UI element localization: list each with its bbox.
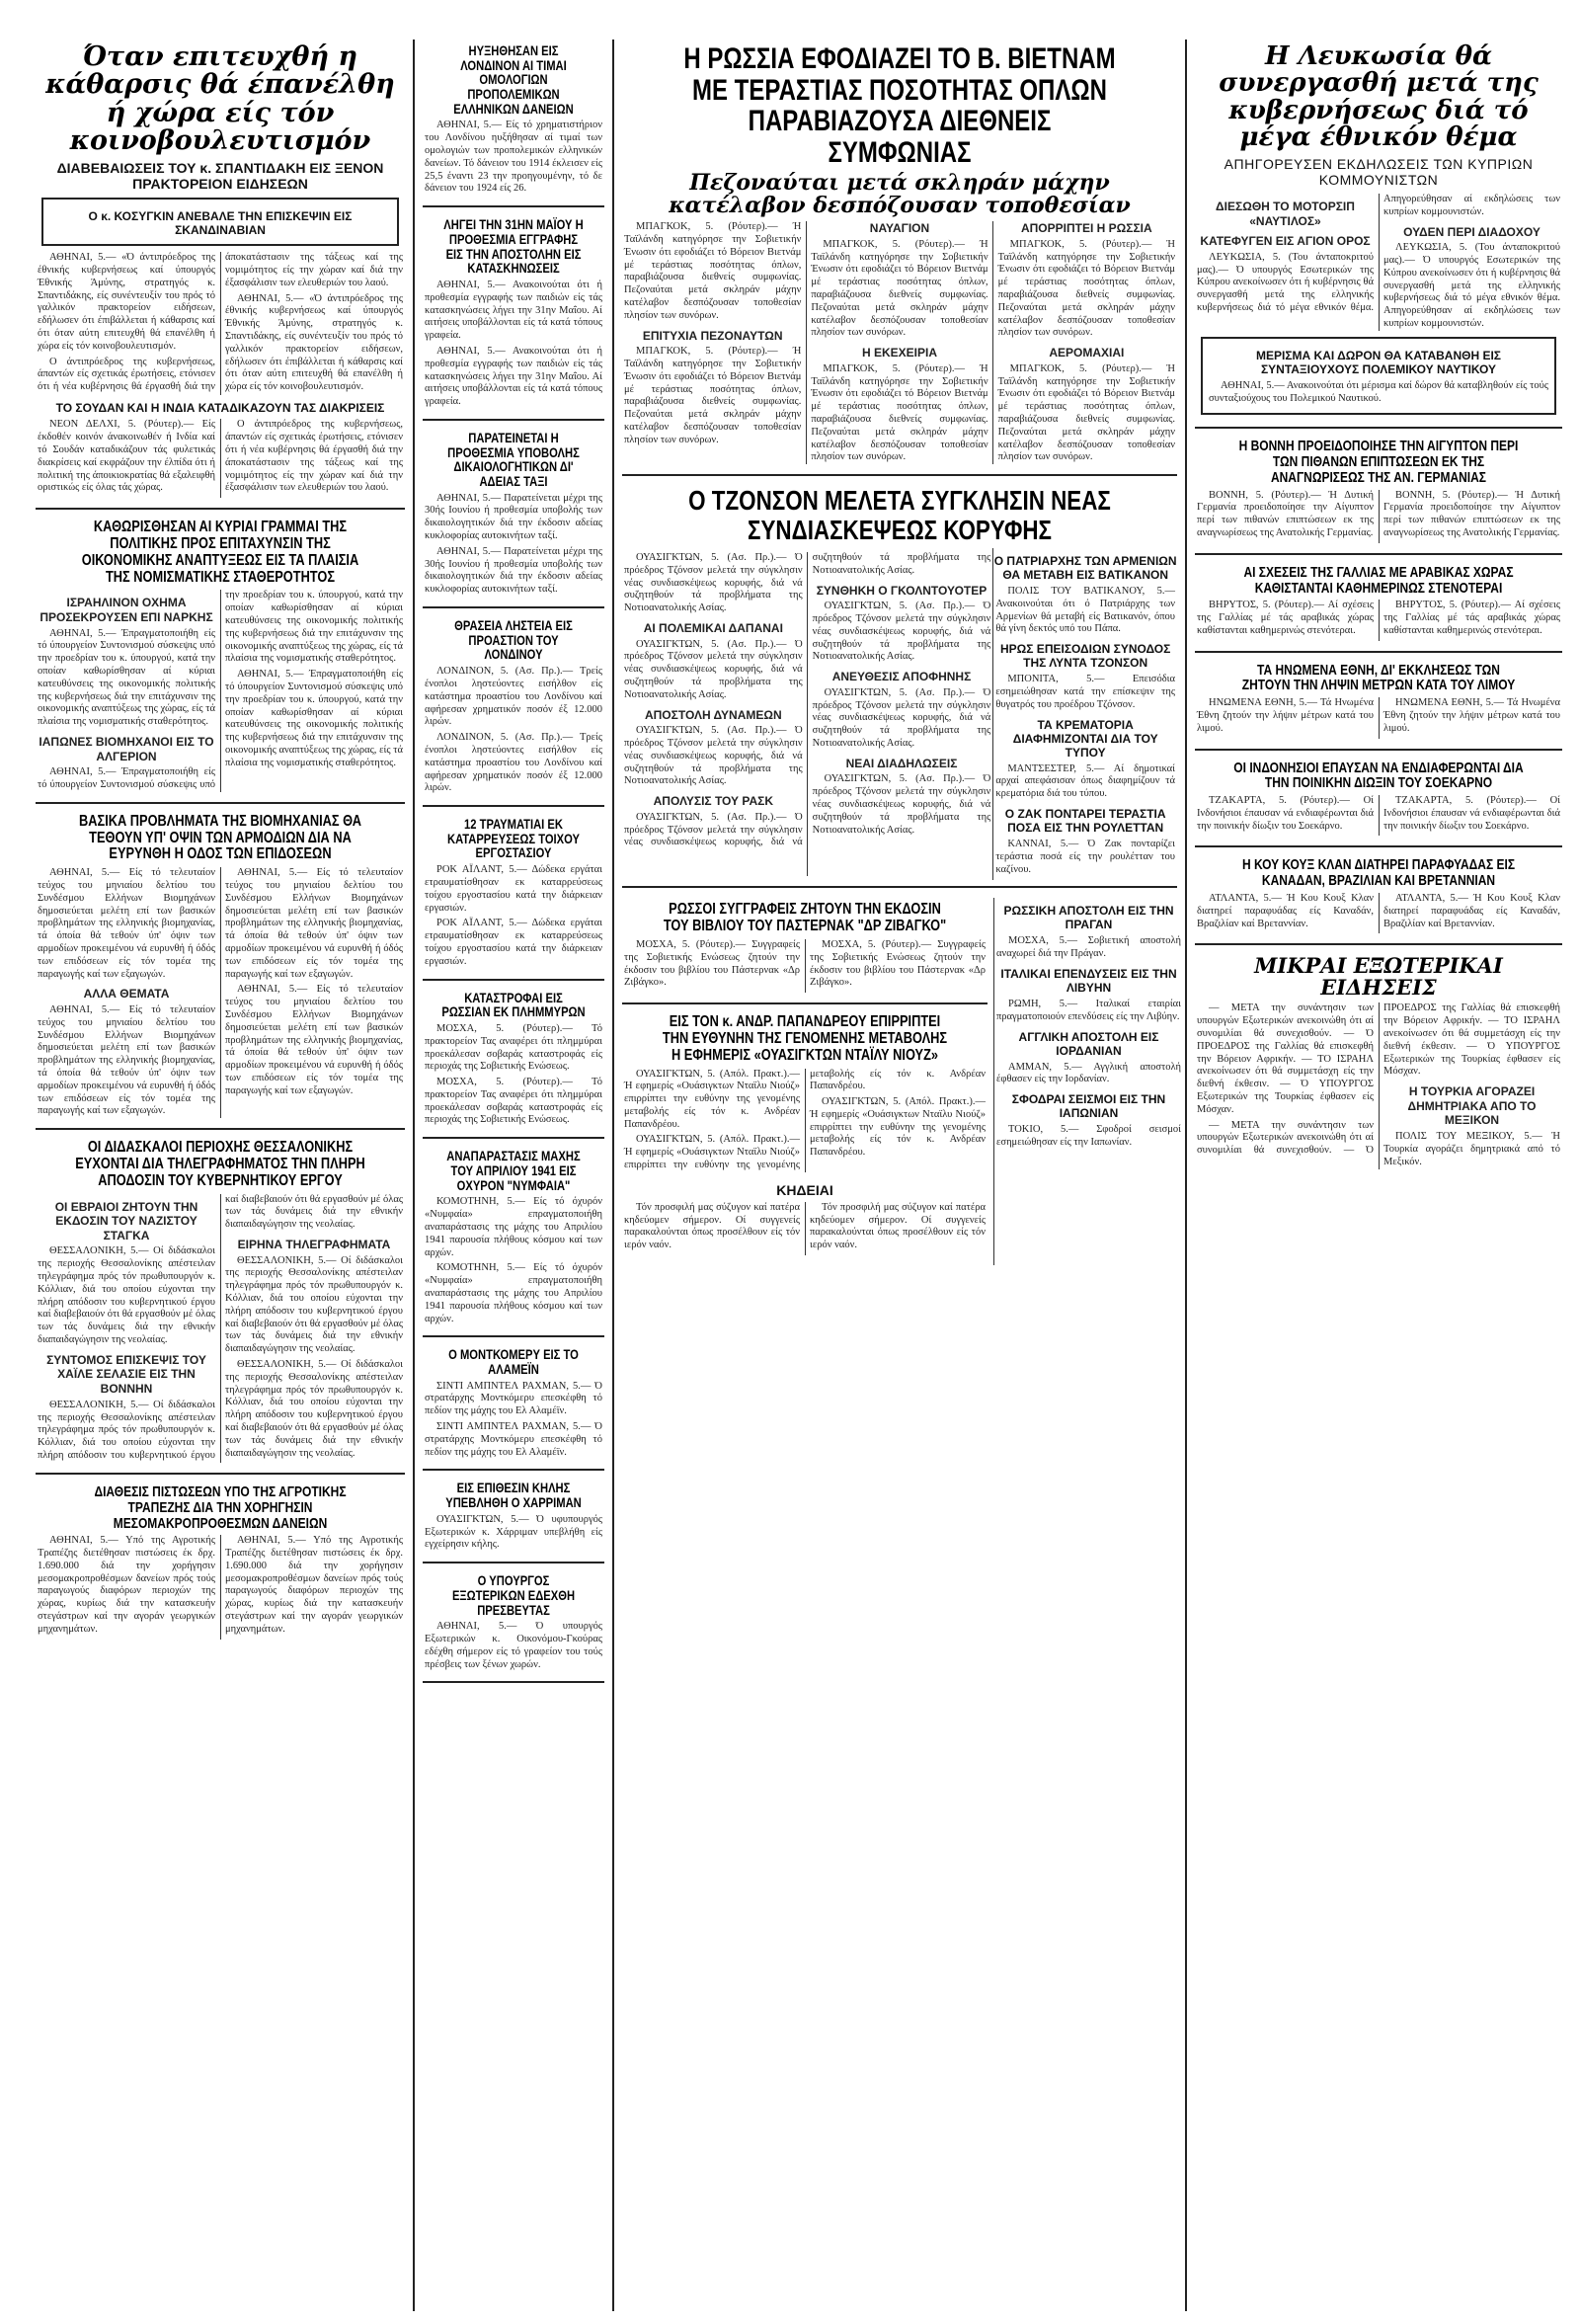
article-industry	[36, 814, 405, 1130]
paragraph: ΟΥΑΣΙΓΚΤΩΝ, 5. (Απόλ. Πρακτ.).— Ή εφημερίς «Ουάσιγκτων Νταϊλυ Νιούζ» επιρρίπτει την ευθύνην της γενομένης μεταβολής είς τόν κ. Ανδρέαν Παπανδρέου.	[810, 1096, 986, 1159]
paragraph: ΣΙΝΤΙ ΑΜΠΝΤΕΛ ΡΑΧΜΑΝ, 5.— Ό στρατάρχης Μοντκόμερυ επεσκέφθη τό πεδίον της μάχης του Ελ Αλαμέϊν.	[425, 1380, 602, 1417]
article-body	[38, 252, 403, 395]
article-injured	[423, 817, 604, 980]
headline: Η ΡΩΣΣΙΑ ΕΦΟΔΙΑΖΕΙ ΤΟ Β. ΒΙΕΤΝΑΜ ΜΕ ΤΕΡΑΣΤΙΑΣ ΠΟΣΟΤΗΤΑΣ ΟΠΛΩΝ ΠΑΡΑΒΙΑΖΟΥΣΑ ΔΙΕΘΝΕΙΣ ΣΥΜΦΩΝΙΑΣ	[683, 42, 1116, 169]
article-body	[1197, 697, 1560, 738]
article-body	[425, 1381, 602, 1460]
paragraph: ΘΕΣΣΑΛΟΝΙΚΗ, 5.— Οί διδάσκαλοι της περιοχής Θεσσαλονίκης απέστειλαν τηλεγράφημα πρός τόν πρωθυπουργόν κ. Κόλλιαν, διά του οποίου εύχονται την πλήρη απόδοσιν του κυβερνητικού έργου καί διαβεβαιούν ότι θά εργασθούν μέ όλας των τάς δυνάμεις διά την εθνικήν διαπαιδαγώγησιν της νεολαίας.	[38, 1245, 215, 1346]
article-body	[996, 1062, 1181, 1087]
paragraph: ΟΥΑΣΙΓΚΤΩΝ, 5.— Ό υφυπουργός Εξωτερικών κ. Χάρριμαν υπεβλήθη είς εγχείρησιν κήλης.	[425, 1513, 602, 1551]
headline: Ο ΥΠΟΥΡΓΟΣ ΕΞΩΤΕΡΙΚΩΝ ΕΔΕΧΘΗ ΠΡΕΣΒΕΥΤΑΣ	[451, 1572, 576, 1618]
article-body	[996, 935, 1181, 961]
paragraph: ΜΠΑΓΚΟΚ, 5. (Ρόυτερ).— Ή Ταϊλάνδη κατηγόρησε την Σοβιετικήν Ένωσιν ότι εφοδιάζει τό Βόρειον Βιετνάμ μέ τεράστιας ποσότητας όπλων, παραβιάζουσα διεθνείς συμφωνίας. Πεζοναύται μετά σκληράν μάχην κατέλαβον δεσπόζουσαν τοποθεσίαν πλησίον των συνόρων.	[997, 238, 1175, 339]
article-body	[995, 839, 1175, 876]
paragraph: ΜΟΣΧΑ, 5. (Ρόυτερ).— Συγγραφείς της Σοβιετικής Ενώσεως ζητούν την έκδοσιν του βιβλίου του Πάστερνακ «Δρ Ζιβάγκο».	[624, 938, 800, 989]
box-title: ΙΣΡΑΗΛΙΝΟΝ ΟΧΗΜΑ ΠΡΟΣΕΚΡΟΥΣΕΝ ΕΠΙ ΝΑΡΚΗΣ	[40, 596, 213, 625]
box-kosygin	[41, 198, 399, 246]
box-title: ΙΑΠΩΝΕΣ ΒΙΟΜΗΧΑΝΟΙ ΕΙΣ ΤΟ ΑΛΓΕΡΙΟΝ	[39, 735, 214, 763]
paragraph: ΟΥΑΣΙΓΚΤΩΝ, 5. (Ασ. Πρ.).— Ό πρόεδρος Τζόνσον μελετά την σύγκλησιν νέας συνδιασκέψεως κορυφής, διά νά συζητηθούν τά προβλήματα της Νοτιοανατολικής Ασίας.	[812, 601, 991, 663]
article-body	[624, 1202, 986, 1255]
subheadline: ΑΠΟΛΥΣΙΣ ΤΟΥ ΡΑΣΚ	[653, 794, 774, 809]
paragraph: ΚΟΜΟΤΗΝΗ, 5.— Είς τό όχυρόν «Νυμφαία» επραγματοποιήθη αναπαράστασις της μάχης του Απριλίου 1941 παρουσία πλήθους κόσμου καί των αρχών.	[425, 1262, 602, 1324]
article-body	[425, 1023, 602, 1127]
article-teachers	[36, 1140, 405, 1475]
article-body	[38, 590, 403, 791]
box-title: ΟΙ ΕΒΡΑΙΟΙ ΖΗΤΟΥΝ ΤΗΝ ΕΚΔΟΣΙΝ ΤΟΥ ΝΑΖΙΣΤΟΥ ΣΤΑΓΚΑ	[54, 1199, 198, 1242]
paragraph: ΜΟΣΧΑ, 5. (Ρόυτερ).— Συγγραφείς της Σοβιετικής Ενώσεως ζητούν την έκδοσιν του βιβλίου του Πάστερνακ «Δρ Ζιβάγκο».	[810, 938, 986, 989]
paragraph: ΜΟΣΧΑ, 5. (Ρόυτερ).— Τό πρακτορείον Τας αναφέρει ότι πλημμύραι προεκάλεσαν σοβαράς καταστροφάς είς περιοχάς της Σοβιετικής Ενώσεως.	[425, 1077, 602, 1126]
headline: ΜΕΡΙΣΜΑ ΚΑΙ ΔΩΡΟΝ ΘΑ ΚΑΤΑΒΑΝΘΗ ΕΙΣ ΣΥΝΤΑΞΙΟΥΧΟΥΣ ΠΟΛΕΜΙΚΟΥ ΝΑΥΤΙΚΟΥ	[1256, 348, 1501, 376]
lower-center-side	[993, 898, 1183, 1265]
paragraph: ΑΘΗΝΑΙ, 5.— Είς τό τελευταίον τεύχος του μηνιαίου δελτίου του Συνδέσμου Ελλήνων Βιομηχάνων δημοσιεύεται μελέτη επί των βασικών προβλημάτων της ελληνικής βιομηχανίας, τά όποία θά τεθούν ύπ' όψιν των αρμοδίων προκειμένου νά ευρυνθή ή όδός των επιδόσεων είς τόν τομέα της παραγωγής καί των εξαγωγών.	[38, 1004, 215, 1117]
paragraph: ΜΠΑΓΚΟΚ, 5. (Ρόυτερ).— Ή Ταϊλάνδη κατηγόρησε την Σοβιετικήν Ένωσιν ότι εφοδιάζει τό Βόρειον Βιετνάμ μέ τεράστιας ποσότητας όπλων, παραβιάζουσα διεθνείς συμφωνίας. Πεζοναύται μετά σκληράν μάχην κατέλαβον δεσπόζουσαν τοποθεσίαν πλησίον των συνόρων.	[624, 221, 802, 321]
article-body	[425, 120, 602, 196]
box-title: ΔΙΕΣΩΘΗ ΤΟ ΜΟΤΟΡΣΙΠ «ΝΑΥΤΙΛΟΣ»	[1216, 199, 1355, 228]
article-un-famine	[1195, 663, 1562, 751]
headline: Ο ΜΟΝΤΚΟΜΕΡΥ ΕΙΣ ΤΟ ΑΛΑΜΕΪΝ	[448, 1346, 579, 1377]
headline: ΑΙ ΣΧΕΣΕΙΣ ΤΗΣ ΓΑΛΛΙΑΣ ΜΕ ΑΡΑΒΙΚΑΣ ΧΩΡΑΣ ΚΑΘΙΣΤΑΝΤΑΙ ΚΑΘΗΜΕΡΙΝΩΣ ΣΤΕΝΟΤΕΡΑΙ	[1243, 563, 1514, 597]
paragraph: ΘΕΣΣΑΛΟΝΙΚΗ, 5.— Οί διδάσκαλοι της περιοχής Θεσσαλονίκης απέστειλαν τηλεγράφημα πρός τόν πρωθυπουργόν κ. Κόλλιαν, διά του οποίου εύχονται την πλήρη απόδοσιν του κυβερνητικού έργου καί διαβεβαιούν ότι θά εργασθούν μέ όλας των τάς δυνάμεις διά την εθνικήν διαπαιδαγώγησιν της νεολαίας.	[38, 1193, 403, 1461]
paragraph: ΟΥΑΣΙΓΚΤΩΝ, 5. (Ασ. Πρ.).— Ό πρόεδρος Τζόνσον μελετά την σύγκλησιν νέας συνδιασκέψεως κορυφής, διά νά συζητηθούν τά προβλήματα της Νοτιοανατολικής Ασίας.	[812, 686, 991, 749]
article-body	[1197, 600, 1560, 640]
headline: ΚΑΘΩΡΙΣΘΗΣΑΝ ΑΙ ΚΥΡΙΑΙ ΓΡΑΜΜΑΙ ΤΗΣ ΠΟΛΙΤΙΚΗΣ ΠΡΟΣ ΕΠΙΤΑΧΥΝΣΙΝ ΤΗΣ ΟΙΚΟΝΟΜΙΚΗΣ ΑΝΑΠΤΥΞΕΩΣ ΕΙΣ ΤΑ ΠΛΑΙΣΙΑ ΤΗΣ ΝΟΜΙΣΜΑΤΙΚΗΣ ΣΤΑΘΕΡΟΤΗΤΟΣ	[81, 519, 359, 586]
article-body	[38, 1535, 403, 1639]
article-body	[38, 1194, 403, 1463]
paragraph: ΜΠΑΓΚΟΚ, 5. (Ρόυτερ).— Ή Ταϊλάνδη κατηγόρησε την Σοβιετικήν Ένωσιν ότι εφοδιάζει τό Βόρειον Βιετνάμ μέ τεράστιας ποσότητας όπλων, παραβιάζουσα διεθνείς συμφωνίας. Πεζοναύται μετά σκληράν μάχην κατέλαβον δεσπόζουσαν τοποθεσίαν πλησίον των συνόρων.	[811, 362, 988, 463]
headline: ΜΙΚΡΑΙ ΕΞΩΤΕΡΙΚΑΙ ΕΙΔΗΣΕΙΣ	[1254, 953, 1503, 1001]
subheadline: ΝΕΑΙ ΔΙΑΔΗΛΩΣΕΙΣ	[845, 756, 958, 770]
headline: ΤΑ ΗΝΩΜΕΝΑ ΕΘΝΗ, ΔΙ' ΕΚΚΛΗΣΕΩΣ ΤΩΝ ΖΗΤΟΥΝ ΤΗΝ ΛΗΨΙΝ ΜΕΤΡΩΝ ΚΑΤΑ ΤΟΥ ΛΙΜΟΥ	[1241, 661, 1516, 694]
paragraph: ΜΠΟΝΙΤΑ, 5.— Επεισόδια εσημειώθησαν κατά την επίσκεψιν της θυγατρός του προέδρου Τζόνσον.	[995, 674, 1175, 710]
subheadline: ΑΝΕΥΘΕΣΙΣ ΑΠΟΦΗΝΗΣ	[831, 670, 972, 684]
paragraph: ΠΟΛΙΣ ΤΟΥ ΒΑΤΙΚΑΝΟΥ, 5.— Ανακοινούται ότι ό Πατριάρχης των Αρμενίων θά μεταβή είς Βατικανόν, όπου θά γίνη δεκτός υπό του Πάπα.	[995, 585, 1175, 635]
column-rule	[413, 40, 415, 2311]
article-funerals	[622, 1182, 988, 1255]
box-title: Ο κ. ΚΟΣΥΓΚΙΝ ΑΝΕΒΑΛΕ ΤΗΝ ΕΠΙΣΚΕΨΙΝ ΕΙΣ ΣΚΑΝΔΙΝΑΒΙΑΝ	[88, 209, 353, 238]
article-robbery	[423, 618, 604, 807]
headline: ΚΑΤΑΣΤΡΟΦΑΙ ΕΙΣ ΡΩΣΣΙΑΝ ΕΚ ΠΛΗΜΜΥΡΩΝ	[441, 989, 586, 1020]
paragraph: ΘΕΣΣΑΛΟΝΙΚΗ, 5.— Οί διδάσκαλοι της περιοχής Θεσσαλονίκης απέστειλαν τηλεγράφημα πρός τόν πρωθυπουργόν κ. Κόλλιαν, διά του οποίου εύχονται την πλήρη απόδοσιν του κυβερνητικού έργου καί διαβεβαιούν ότι θά εργασθούν μέ όλας των τάς δυνάμεις διά την εθνικήν διαπαιδαγώγησιν της νεολαίας.	[225, 1254, 403, 1355]
headline: ΣΦΟΔΡΑΙ ΣΕΙΣΜΟΙ ΕΙΣ ΤΗΝ ΙΑΠΩΝΙΑΝ	[1011, 1092, 1166, 1121]
headline: ΕΙΣ ΕΠΙΘΕΣΙΝ ΚΗΛΗΣ ΥΠΕΒΛΗΘΗ Ο ΧΑΡΡΙΜΑΝ	[445, 1480, 582, 1511]
headline: ΛΗΓΕΙ ΤΗΝ 31ΗΝ ΜΑΪΟΥ Η ΠΡΟΘΕΣΜΙΑ ΕΓΓΡΑΦΗΣ ΕΙΣ ΤΗΝ ΑΠΟΣΤΟΛΗΝ ΕΙΣ ΚΑΤΑΣΚΗΝΩΣΕΙΣ	[443, 216, 584, 277]
paragraph: ΒΟΝΝΗ, 5. (Ρόυτερ).— Ή Δυτική Γερμανία προειδοποίησε την Αίγυπτον περί των πιθανών επιπτώσεων εκ της αναγνωρίσεως της Ανατολικής Γερμανίας.	[1383, 489, 1560, 538]
article-body	[425, 1196, 602, 1325]
summit-layout	[622, 548, 1177, 880]
paragraph: ΗΝΩΜΕΝΑ ΕΘΝΗ, 5.— Τά Ηνωμένα Έθνη ζητούν την λήψιν μέτρων κατά του λιμού.	[1383, 697, 1560, 734]
paragraph: ΑΘΗΝΑΙ, 5.— Παρατείνεται μέχρι της 30ής Ιουνίου ή προθεσμία υποβολής των δικαιολογητικών διά την έκδοσιν αδείας κυκλοφορίας αυτοκινήτων ταξί.	[425, 545, 602, 596]
article-floods	[423, 991, 604, 1140]
paragraph: ΛΟΝΔΙΝΟΝ, 5. (Ασ. Πρ.).— Τρείς ένοπλοι ληστεύοντες εισήλθον είς κατάστημα προαστίου του Λονδίνου καί αφήρεσαν χρηματικόν ποσόν έξ 12.000 λιρών.	[425, 666, 602, 728]
article-agricultural-bank	[36, 1484, 405, 1640]
paragraph: ΜΟΣΧΑ, 5. (Ρόυτερ).— Τό πρακτορείον Τας αναφέρει ότι πλημμύραι προεκάλεσαν σοβαράς καταστροφάς είς περιοχάς της Σοβιετικής Ενώσεως.	[425, 1022, 602, 1073]
paragraph: ΡΟΚ ΑΪΛΑΝΤ, 5.— Δώδεκα εργάται ετραυματίσθησαν εκ καταρρεύσεως τοίχου εργοστασίου κατά την διάρκειαν εργασιών.	[425, 864, 602, 914]
article-body	[425, 1621, 602, 1671]
headline: ΚΗΔΕΙΑΙ	[776, 1181, 833, 1198]
article-camps	[423, 217, 604, 421]
paragraph: ΑΘΗΝΑΙ, 5.— «Ό άντιπρόεδρος της έθνικής κυβερνήσεως καί ύπουργός Έθνικής Άμύνης, στρατηγός κ. Σπαντιδάκης, είς συνέντευξίν του πρός τό γαλλικόν πρακτορείον ειδήσεων, εδήλωσεν ότι έπιβάλλεται ή κάθαρσις καί ότι όταν αύτη επιτευχθή θά επανέλθη ή χώρα είς τόν κοινοβουλευτισμόν.	[38, 252, 215, 352]
paragraph: ΑΘΗΝΑΙ, 5.— Υπό της Αγροτικής Τραπέζης διετέθησαν πιστώσεις έκ δρχ. 1.690.000 διά την χορήγησιν μεσομακροπροθέσμων δανείων πρός τούς παραγωγούς διαφόρων περιοχών της χώρας, κυρίως διά την κατασκευήν στεγάστρων καί την αγοράν γεωργικών μηχανημάτων.	[225, 1535, 403, 1635]
article-body	[425, 280, 602, 409]
headline: ΑΝΑΠΑΡΑΣΤΑΣΙΣ ΜΑΧΗΣ ΤΟΥ ΑΠΡΙΛΙΟΥ 1941 ΕΙΣ ΟΧΥΡΟΝ "ΝΥΜΦΑΙΑ"	[446, 1148, 581, 1193]
subheadline: ΕΙΡΗΝΑ ΤΗΛΕΓΡΑΦΗΜΑΤΑ	[237, 1238, 391, 1251]
lower-center-main	[616, 898, 993, 1265]
article-taxi	[423, 431, 604, 608]
headline: Η Λευκωσία θά συνεργασθή μετά της κυβερνήσεως διά τό μέγα έθνικόν θέμα	[1219, 41, 1539, 152]
deck: Πεζοναύται μετά σκληράν μάχην κατέλαβον δεσπόζουσαν τοποθεσίαν	[669, 170, 1131, 219]
article-body	[996, 999, 1181, 1024]
paragraph: ΜΑΝΤΣΕΣΤΕΡ, 5.— Αί δημοτικαί αρχαί απεφάσισαν όπως διαφημίζουν τά κρεματόρια διά του τύπου.	[995, 762, 1175, 800]
headline: ΟΙ ΙΝΔΟΝΗΣΙΟΙ ΕΠΑΥΣΑΝ ΝΑ ΕΝΔΙΑΦΕΡΩΝΤΑΙ ΔΙΑ ΤΗΝ ΠΟΙΝΙΚΗΝ ΔΙΩΞΙΝ ΤΟΥ ΣΟΕΚΑΡΝΟ	[1233, 759, 1524, 792]
paragraph: ΛΕΥΚΩΣΙΑ, 5. (Του άνταποκριτού μας).— Ό υπουργός Εσωτερικών της Κύπρου ανεκοίνωσεν ότι ή κυβέρνησις θά συνεργασθή μετά της ελληνικής κυβερνήσεως διά τό μέγα εθνικόν θέμα. Απηγορεύθησαν αί εκδηλώσεις των κυπρίων κομμουνιστών.	[1197, 193, 1560, 314]
headline: Η ΤΟΥΡΚΙΑ ΑΓΟΡΑΖΕΙ ΔΗΜΗΤΡΙΑΚΑ ΑΠΟ ΤΟ ΜΕΞΙΚΟΝ	[1407, 1084, 1537, 1128]
article-body	[1197, 893, 1560, 933]
article-harriman	[423, 1481, 604, 1563]
headline: Η ΚΟΥ ΚΟΥΞ ΚΛΑΝ ΔΙΑΤΗΡΕΙ ΠΑΡΑΦΥΑΔΑΣ ΕΙΣ ΚΑΝΑΔΑΝ, ΒΡΑΖΙΛΙΑΝ ΚΑΙ ΒΡΕΤΑΝΝΙΑΝ	[1241, 856, 1516, 890]
paragraph: ΟΥΑΣΙΓΚΤΩΝ, 5. (Ασ. Πρ.).— Ό πρόεδρος Τζόνσον μελετά την σύγκλησιν νέας συνδιασκέψεως κορυφής, διά νά συζητηθούν τά προβλήματα της Νοτιοανατολικής Ασίας.	[812, 773, 991, 836]
article-economic-policy	[36, 520, 405, 804]
paragraph: ΜΠΑΓΚΟΚ, 5. (Ρόυτερ).— Ή Ταϊλάνδη κατηγόρησε την Σοβιετικήν Ένωσιν ότι εφοδιάζει τό Βόρειον Βιετνάμ μέ τεράστιας ποσότητας όπλων, παραβιάζουσα διεθνείς συμφωνίας. Πεζοναύται μετά σκληράν μάχην κατέλαβον δεσπόζουσαν τοποθεσίαν πλησίον των συνόρων.	[811, 238, 988, 339]
article-body	[425, 666, 602, 795]
paragraph: ΒΗΡΥΤΟΣ, 5. (Ρόυτερ).— Αί σχέσεις της Γαλλίας μέ τάς αραβικάς χώρας καθίστανται καθημερινώς στενότεραι.	[1383, 600, 1560, 636]
headline: ΗΡΩΣ ΕΠΕΙΣΟΔΙΩΝ ΣΥΝΟΔΟΣ ΤΗΣ ΛΥΝΤΑ ΤΖΟΝΣΟΝ	[999, 642, 1171, 671]
column-left	[30, 40, 411, 2311]
headline: ΑΓΓΛΙΚΗ ΑΠΟΣΤΟΛΗ ΕΙΣ ΙΟΡΔΑΝΙΑΝ	[1018, 1029, 1159, 1058]
headline: ΒΑΣΙΚΑ ΠΡΟΒΛΗΜΑΤΑ ΤΗΣ ΒΙΟΜΗΧΑΝΙΑΣ ΘΑ ΤΕΘΟΥΝ ΥΠ' ΟΨΙΝ ΤΩΝ ΑΡΜΟΔΙΩΝ ΔΙΑ ΝΑ ΕΥΡΥΝΘΗ Η ΟΔΟΣ ΤΩΝ ΕΠΙΔΟΣΕΩΝ	[79, 812, 361, 863]
paragraph: ΑΘΗΝΑΙ, 5.— Είς τό τελευταίον τεύχος του μηνιαίου δελτίου του Συνδέσμου Ελλήνων Βιομηχάνων δημοσιεύεται μελέτη επί των βασικών προβλημάτων της ελληνικής βιομηχανίας, τά όποία θά τεθούν ύπ' όψιν των αρμοδίων προκειμένου νά ευρυνθή ή όδός των επιδόσεων είς τόν τομέα της παραγωγής καί των εξαγωγών.	[225, 984, 403, 1096]
box-title: ΣΥΝΤΟΜΟΣ ΕΠΙΣΚΕΨΙΣ ΤΟΥ ΧΑΪΛΕ ΣΕΛΑΣΙΕ ΕΙΣ ΤΗΝ ΒΟΝΝΗΝ	[46, 1352, 206, 1397]
paragraph: ΚΑΝΝΑΙ, 5.— Ό Ζακ πονταρίζει τεράστια ποσά είς την ρουλέτταν του καζίνου.	[995, 838, 1175, 875]
paragraph: — ΜΕΤΑ την συνάντησιν των υπουργών Εξωτερικών ανεκοινώθη ότι αί συνομιλίαι θά συνεχισθούν. — Ό ΠΡΟΕΔΡΟΣ της Γαλλίας θά επισκεφθή την Βόρειον Αφρικήν. — ΤΟ ΙΣΡΑΗΛ ανεκοίνωσεν ότι θά συμμετάσχη είς την διεθνή έκθεσιν. — Ό ΥΠΟΥΡΓΟΣ Εξωτερικών της Τουρκίας έφθασεν είς Μόσχαν.	[1197, 1002, 1560, 1157]
paragraph: ΑΘΗΝΑΙ, 5.— Ανακοινούται ότι ή προθεσμία εγγραφής των παιδιών είς τάς κατασκηνώσεις λήγει την 31ην Μαΐου. Αί αιτήσεις υποβάλλονται είς τά κατά τόπους γραφεία.	[425, 345, 602, 408]
column-rule	[612, 40, 614, 2311]
article-indonesia	[1195, 761, 1562, 848]
article-body	[425, 493, 602, 597]
paragraph: ΑΘΗΝΑΙ, 5.— Έπραγματοποιήθη είς τό ύπουργείον Συντονισμού σύσκεψις υπό την προεδρίαν του κ. ύπουργού, κατά την οποίαν καθωρίσθησαν αί κύριαι κατευθύνσεις της οικονομικής πολιτικής της κυβερνήσεως διά την επιτάχυνσιν της οικονομικής αναπτύξεως της χώρας, είς τά πλαίσια της νομισματικής σταθερότητος.	[225, 669, 403, 768]
paragraph: ΤΖΑΚΑΡΤΑ, 5. (Ρόυτερ).— Οί Ινδονήσιοι έπαυσαν νά ενδιαφέρωνται διά την ποινικήν δίωξιν του Σοεκάρνο.	[1383, 795, 1560, 832]
article-body	[1197, 795, 1560, 836]
article-pasternak	[622, 902, 988, 1004]
article-body	[1197, 1002, 1560, 1168]
paragraph: ΑΘΗΝΑΙ, 5.— Παρατείνεται μέχρι της 30ής Ιουνίου ή προθεσμία υποβολής των δικαιολογητικών διά την έκδοσιν αδείας κυκλοφορίας αυτοκινήτων ταξί.	[425, 492, 602, 542]
paragraph: ΟΥΑΣΙΓΚΤΩΝ, 5. (Απόλ. Πρακτ.).— Ή εφημερίς «Ουάσιγκτων Νταϊλυ Νιούζ» επιρρίπτει την ευθύνην της γενομένης μεταβολής είς τόν κ. Ανδρέαν Παπανδρέου.	[624, 1068, 986, 1171]
column-center	[616, 40, 1183, 2311]
paragraph: ΒΟΝΝΗ, 5. (Ρόυτερ).— Ή Δυτική Γερμανία προειδοποίησε την Αίγυπτον περί των πιθανών επιπτώσεων εκ της αναγνωρίσεως της Ανατολικής Γερμανίας.	[1197, 489, 1374, 538]
paragraph: ΟΥΑΣΙΓΚΤΩΝ, 5. (Ασ. Πρ.).— Ό πρόεδρος Τζόνσον μελετά την σύγκλησιν νέας συνδιασκέψεως κορυφής, διά νά συζητηθούν τά προβλήματα της Νοτιοανατολικής Ασίας.	[624, 551, 991, 848]
column-rule	[1185, 40, 1187, 2311]
paragraph: ΘΕΣΣΑΛΟΝΙΚΗ, 5.— Οί διδάσκαλοι της περιοχής Θεσσαλονίκης απέστειλαν τηλεγράφημα πρός τόν πρωθυπουργόν κ. Κόλλιαν, διά του οποίου εύχονται την πλήρη απόδοσιν του κυβερνητικού έργου καί διαβεβαιούν ότι θά εργασθούν μέ όλας των τάς δυνάμεις διά την εθνικήν διαπαιδαγώγησιν της νεολαίας.	[225, 1359, 403, 1459]
subheadline: ΕΠΙΤΥΧΙΑ ΠΕΖΟΝΑΥΤΩΝ	[642, 328, 783, 343]
article-foreign-minister	[423, 1573, 604, 1683]
headline: ΤΑ ΚΡΕΜΑΤΟΡΙΑ ΔΙΑΦΗΜΙΖΟΝΤΑΙ ΔΙΑ ΤΟΥ ΤΥΠΟΥ	[1012, 717, 1158, 760]
lower-center	[616, 898, 1183, 1265]
article-parliamentarism	[36, 43, 405, 510]
headline: ΔΙΑΘΕΣΙΣ ΠΙΣΤΩΣΕΩΝ ΥΠΟ ΤΗΣ ΑΓΡΟΤΙΚΗΣ ΤΡΑΠΕΖΗΣ ΔΙΑ ΤΗΝ ΧΟΡΗΓΗΣΙΝ ΜΕΣΟΜΑΚΡΟΠΡΟΘΕΣΜΩΝ ΔΑΝΕΙΩΝ	[94, 1483, 347, 1532]
article-battle	[423, 1149, 604, 1337]
paragraph: — ΜΕΤΑ την συνάντησιν των υπουργών Εξωτερικών ανεκοινώθη ότι αί συνομιλίαι θά συνεχισθούν. — Ό ΠΡΟΕΔΡΟΣ της Γαλλίας θά επισκεφθή την Βόρειον Αφρικήν. — ΤΟ ΙΣΡΑΗΛ ανεκοίνωσεν ότι θά συμμετάσχη είς την διεθνή έκθεσιν. — Ό ΥΠΟΥΡΓΟΣ Εξωτερικών της Τουρκίας έφθασεν είς Μόσχαν.	[1197, 1002, 1374, 1115]
article-body	[624, 939, 986, 993]
article-bonds	[423, 43, 604, 207]
paragraph: ΑΘΗΝΑΙ, 5.— «Ό άντιπρόεδρος της έθνικής κυβερνήσεως καί ύπουργός Έθνικής Άμύνης, στρατηγός κ. Σπαντιδάκης, είς συνέντευξίν του πρός τό γαλλικόν πρακτορείον ειδήσεων, εδήλωσεν ότι έπιβάλλεται ή κάθαρσις καί ότι όταν αύτη επιτευχθή θά επανέλθη ή χώρα είς τόν κοινοβουλευτισμόν.	[225, 292, 403, 393]
headline: Ο ΠΑΤΡΙΑΡΧΗΣ ΤΩΝ ΑΡΜΕΝΙΩΝ ΘΑ ΜΕΤΑΒΗ ΕΙΣ ΒΑΤΙΚΑΝΟΝ	[993, 553, 1177, 582]
paragraph: ΤΖΑΚΑΡΤΑ, 5. (Ρόυτερ).— Οί Ινδονήσιοι έπαυσαν νά ενδιαφέρωνται διά την ποινικήν δίωξιν του Σοεκάρνο.	[1197, 795, 1374, 832]
paragraph: ΗΝΩΜΕΝΑ ΕΘΝΗ, 5.— Τά Ηνωμένα Έθνη ζητούν την λήψιν μέτρων κατά του λιμού.	[1197, 697, 1374, 734]
paragraph: ΑΘΗΝΑΙ, 5.— Είς τό χρηματιστήριον του Λονδίνου ηυξήθησαν αί τιμαί των ομολογιών των προπολεμικών ελληνικών δανείων. Τό δάνειον του 1914 έκλεισεν είς 25,5 έναντι 23 την προηγουμένην, τό δε δάνειον του 1924 είς 26.	[425, 120, 602, 195]
paragraph: ΒΗΡΥΤΟΣ, 5. (Ρόυτερ).— Αί σχέσεις της Γαλλίας μέ τάς αραβικάς χώρας καθίστανται καθημερινώς στενότεραι.	[1197, 600, 1374, 636]
paragraph: Ο άντιπρόεδρος της κυβερνήσεως, άπαντών είς σχετικάς έρωτήσεις, ετόνισεν ότι ή νέα κυβέρνησις θά έργασθή διά την άποκατάστασιν της τάξεως καί της νομιμότητος είς την χώραν καί διά την έξασφάλισιν των ελευθεριών του λαού.	[225, 419, 403, 494]
subheadline: Η ΕΚΕΧΕΙΡΙΑ	[861, 346, 937, 361]
side-column	[992, 548, 1177, 880]
box-title: ΟΥΔΕΝ ΠΕΡΙ ΔΙΑΔΟΧΟΥ	[1403, 224, 1540, 239]
article-johnson-summit	[622, 486, 1177, 888]
article-body	[996, 1124, 1181, 1150]
subheadline: ΑΙ ΠΟΛΕΜΙΚΑΙ ΔΑΠΑΝΑΙ	[643, 620, 783, 635]
paragraph: ΠΟΛΙΣ ΤΟΥ ΜΕΞΙΚΟΥ, 5.— Ή Τουρκία αγοράζει δημητριακά από τό Μεξικόν.	[1383, 1131, 1560, 1167]
column-right	[1189, 40, 1568, 2311]
subheadline: ΑΠΟΡΡΙΠΤΕΙ Η ΡΩΣΣΙΑ	[1020, 221, 1152, 236]
subheadline: ΑΛΛΑ ΘΕΜΑΤΑ	[83, 987, 170, 1002]
paragraph: ΟΥΑΣΙΓΚΤΩΝ, 5. (Ασ. Πρ.).— Ό πρόεδρος Τζόνσον μελετά την σύγκλησιν νέας συνδιασκέψεως κορυφής, διά νά συζητηθούν τά προβλήματα της Νοτιοανατολικής Ασίας.	[624, 725, 803, 787]
headline: ΡΩΣΣΙΚΗ ΑΠΟΣΤΟΛΗ ΕΙΣ ΤΗΝ ΠΡΑΓΑΝ	[1003, 904, 1174, 932]
paragraph: ΛΕΥΚΩΣΙΑ, 5. (Του άνταποκριτού μας).— Ό υπουργός Εσωτερικών της Κύπρου ανεκοίνωσεν ότι ή κυβέρνησις θά συνεργασθή μετά της ελληνικής κυβερνήσεως διά τό μέγα εθνικόν θέμα. Απηγορεύθησαν αί εκδηλώσεις των κυπρίων κομμουνιστών.	[1383, 242, 1560, 329]
box-title: ΤΟ ΣΟΥΔΑΝ ΚΑΙ Η ΙΝΔΙΑ ΚΑΤΑΔΙΚΑΖΟΥΝ ΤΑΣ ΔΙΑΚΡΙΣΕΙΣ	[55, 401, 385, 416]
article-vietnam	[622, 43, 1177, 476]
headline: ΠΑΡΑΤΕΙΝΕΤΑΙ Η ΠΡΟΘΕΣΜΙΑ ΥΠΟΒΟΛΗΣ ΔΙΚΑΙΟΛΟΓΗΤΙΚΩΝ ΔΙ' ΑΔΕΙΑΣ ΤΑΞΙ	[447, 429, 580, 489]
paragraph: ΡΟΚ ΑΪΛΑΝΤ, 5.— Δώδεκα εργάται ετραυματίσθησαν εκ καταρρεύσεως τοίχου εργοστασίου κατά την διάρκειαν εργασιών.	[425, 918, 602, 967]
article-kkk	[1195, 857, 1562, 945]
article-body	[624, 552, 990, 876]
article-body	[38, 419, 403, 498]
headline: Όταν επιτευχθή η κάθαρσις θά έπανέλθη ή χώρα είς τόν κοινοβουλευτισμόν	[45, 41, 395, 157]
paragraph: ΟΥΑΣΙΓΚΤΩΝ, 5. (Απόλ. Πρακτ.).— Ή εφημερίς «Ουάσιγκτων Νταϊλυ Νιούζ» επιρρίπτει την ευθύνην της γενομένης μεταβολής είς τόν κ. Ανδρέαν Παπανδρέου.	[624, 1068, 800, 1130]
article-body	[624, 1069, 986, 1172]
paragraph: ΑΘΗΝΑΙ, 5.— Έπραγματοποιήθη είς τό ύπουργείον Συντονισμού σύσκεψις υπό την προεδρίαν του κ. ύπουργού, κατά την οποίαν καθωρίσθησαν αί κύριαι κατευθύνσεις της οικονομικής πολιτικής της κυβερνήσεως διά την επιτάχυνσιν της οικονομικής αναπτύξεως της χώρας, είς τά πλαίσια της νομισματικής σταθερότητος.	[38, 627, 215, 728]
headline: ΘΡΑΣΕΙΑ ΛΗΣΤΕΙΑ ΕΙΣ ΠΡΟΑΣΤΙΟΝ ΤΟΥ ΛΟΝΔΙΝΟΥ	[454, 617, 573, 663]
paragraph: ΑΘΗΝΑΙ, 5.— Είς τό τελευταίον τεύχος του μηνιαίου δελτίου του Συνδέσμου Ελλήνων Βιομηχάνων δημοσιεύεται μελέτη επί των βασικών προβλημάτων της ελληνικής βιομηχανίας, τά όποία θά τεθούν ύπ' όψιν των αρμοδίων προκειμένου νά ευρυνθή ή όδός των επιδόσεων είς τόν τομέα της παραγωγής καί των εξαγωγών.	[38, 867, 215, 980]
headline: 12 ΤΡΑΥΜΑΤΙΑΙ ΕΚ ΚΑΤΑΡΡΕΥΣΕΩΣ ΤΟΙΧΟΥ ΕΡΓΟΣΤΑΣΙΟΥ	[446, 816, 581, 861]
article-body	[1197, 194, 1560, 331]
subheadline: ΑΠΗΓΟΡΕΥΣΕΝ ΕΚΔΗΛΩΣΕΙΣ ΤΩΝ ΚΥΠΡΙΩΝ ΚΟΜΜΟΥΝΙΣΤΩΝ	[1224, 156, 1534, 188]
headline: ΙΤΑΛΙΚΑΙ ΕΠΕΝΔΥΣΕΙΣ ΕΙΣ ΤΗΝ ΛΙΒΥΗΝ	[1000, 966, 1177, 995]
article-body	[38, 867, 403, 1118]
paragraph: ΜΠΑΓΚΟΚ, 5. (Ρόυτερ).— Ή Ταϊλάνδη κατηγόρησε την Σοβιετικήν Ένωσιν ότι εφοδιάζει τό Βόρειον Βιετνάμ μέ τεράστιας ποσότητας όπλων, παραβιάζουσα διεθνείς συμφωνίας. Πεζοναύται μετά σκληράν μάχην κατέλαβον δεσπόζουσαν τοποθεσίαν πλησίον των συνόρων.	[624, 346, 802, 445]
paragraph: ΜΠΑΓΚΟΚ, 5. (Ρόυτερ).— Ή Ταϊλάνδη κατηγόρησε την Σοβιετικήν Ένωσιν ότι εφοδιάζει τό Βόρειον Βιετνάμ μέ τεράστιας ποσότητας όπλων, παραβιάζουσα διεθνείς συμφωνίας. Πεζοναύται μετά σκληράν μάχην κατέλαβον δεσπόζουσαν τοποθεσίαν πλησίον των συνόρων.	[997, 362, 1175, 463]
article-body	[995, 674, 1175, 711]
paragraph: ΑΤΛΑΝΤΑ, 5.— Ή Κου Κουξ Κλαν διατηρεί παραφυάδας είς Καναδάν, Βραζιλίαν καί Βρεταννίαν.	[1197, 892, 1374, 929]
paragraph: ΛΟΝΔΙΝΟΝ, 5. (Ασ. Πρ.).— Τρείς ένοπλοι ληστεύοντες εισήλθον είς κατάστημα προαστίου του Λονδίνου καί αφήρεσαν χρηματικόν ποσόν έξ 12.000 λιρών.	[425, 732, 602, 794]
article-foreign-briefs	[1195, 955, 1562, 1168]
article-bonn	[1195, 439, 1562, 554]
paragraph: Ο άντιπρόεδρος της κυβερνήσεως, άπαντών είς σχετικάς έρωτήσεις, ετόνισεν ότι ή νέα κυβέρνησις θά έργασθή διά την άποκατάστασιν της τάξεως καί της νομιμότητος είς την χώραν καί διά την έξασφάλισιν των ελευθεριών του λαού.	[38, 252, 403, 393]
paragraph: ΑΘΗΝΑΙ, 5.— Ανακοινούται ότι ή προθεσμία εγγραφής των παιδιών είς τάς κατασκηνώσεις λήγει την 31ην Μαΐου. Αί αιτήσεις υποβάλλονται είς τά κατά τόπους γραφεία.	[425, 279, 602, 342]
paragraph: ΣΙΝΤΙ ΑΜΠΝΤΕΛ ΡΑΧΜΑΝ, 5.— Ό στρατάρχης Μοντκόμερυ επεσκέφθη τό πεδίον της μάχης του Ελ Αλαμέϊν.	[425, 1421, 602, 1458]
box-dividend	[1201, 337, 1556, 416]
headline: ΟΙ ΔΙΔΑΣΚΑΛΟΙ ΠΕΡΙΟΧΗΣ ΘΕΣΣΑΛΟΝΙΚΗΣ ΕΥΧΟΝΤΑΙ ΔΙΑ ΤΗΛΕΓΡΑΦΗΜΑΤΟΣ ΤΗΝ ΠΛΗΡΗ ΑΠΟΔΟΣΙΝ ΤΟΥ ΚΥΒΕΡΝΗΤΙΚΟΥ ΕΡΓΟΥ	[75, 1139, 365, 1189]
subheadline: ΣΥΝΘΗΚΗ Ο ΓΚΟΛΝΤΟΥΟΤΕΡ	[816, 583, 988, 598]
headline: Ο ΤΖΟΝΣΟΝ ΜΕΛΕΤΑ ΣΥΓΚΛΗΣΙΝ ΝΕΑΣ ΣΥΝΔΙΑΣΚΕΨΕΩΣ ΚΟΡΥΦΗΣ	[688, 485, 1111, 545]
paragraph: ΑΘΗΝΑΙ, 5.— Είς τό τελευταίον τεύχος του μηνιαίου δελτίου του Συνδέσμου Ελλήνων Βιομηχάνων δημοσιεύεται μελέτη επί των βασικών προβλημάτων της ελληνικής βιομηχανίας, τά όποία θά τεθούν ύπ' όψιν των αρμοδίων προκειμένου νά ευρυνθή ή όδός των επιδόσεων είς τόν τομέα της παραγωγής καί των εξαγωγών.	[225, 867, 403, 980]
subheadline: ΝΑΥΑΓΙΟΝ	[869, 221, 930, 236]
article-body	[995, 586, 1175, 636]
article-montgomery	[423, 1347, 604, 1471]
paragraph: ΑΘΗΝΑΙ, 5.— Έπραγματοποιήθη είς τό ύπουργείον Συντονισμού σύσκεψις υπό την προεδρίαν του κ. ύπουργού, κατά την οποίαν καθωρίσθησαν αί κύριαι κατευθύνσεις της οικονομικής πολιτικής της κυβερνήσεως διά την επιτάχυνσιν της οικονομικής αναπτύξεως της χώρας, είς τά πλαίσια της νομισματικής σταθερότητος.	[38, 590, 403, 791]
paragraph: ΡΩΜΗ, 5.— Ιταλικαί εταιρίαι πραγματοποιούν επενδύσεις είς την Λιβύην.	[996, 998, 1181, 1022]
subheadline: ΑΠΟΣΤΟΛΗ ΔΥΝΑΜΕΩΝ	[644, 707, 782, 722]
headline: ΡΩΣΣΟΙ ΣΥΓΓΡΑΦΕΙΣ ΖΗΤΟΥΝ ΤΗΝ ΕΚΔΟΣΙΝ ΤΟΥ ΒΙΒΛΙΟΥ ΤΟΥ ΠΑΣΤΕΡΝΑΚ "ΔΡ ΖΙΒΑΓΚΟ"	[663, 901, 947, 935]
article-france-arab	[1195, 565, 1562, 653]
article-nicosia	[1195, 43, 1562, 429]
paragraph: ΑΘΗΝΑΙ, 5.— Υπό της Αγροτικής Τραπέζης διετέθησαν πιστώσεις έκ δρχ. 1.690.000 διά την χορήγησιν μεσομακροπροθέσμων δανείων πρός τούς παραγωγούς διαφόρων περιοχών της χώρας, κυρίως διά την κατασκευήν στεγάστρων καί την αγοράν γεωργικών μηχανημάτων.	[38, 1535, 215, 1635]
paragraph: Τόν προσφιλή μας σύζυγον καί πατέρα κηδεύομεν σήμερον. Οί συγγενείς παρακαλούνται όπως προσέλθουν είς τόν ιερόν ναόν.	[624, 1201, 800, 1251]
paragraph: ΝΕΟΝ ΔΕΛΧΙ, 5. (Ρόυτερ).— Είς έκδοθέν κοινόν άνακοινωθέν ή Ινδία καί τό Σουδάν καταδικάζουν τάς φυλετικάς διακρίσεις καί εκφράζουν την έλπίδα ότι ή πολιτική της άποικιοκρατίας θά εξαλειφθή οριστικώς είς όλας τάς χώρας.	[38, 419, 215, 494]
paragraph: ΚΟΜΟΤΗΝΗ, 5.— Είς τό όχυρόν «Νυμφαία» επραγματοποιήθη αναπαράστασις της μάχης του Απριλίου 1941 παρουσία πλήθους κόσμου καί των αρχών.	[425, 1196, 602, 1258]
article-papandreou	[622, 1014, 988, 1172]
box-title: ΚΑΤΕΦΥΓΕΝ ΕΙΣ ΑΓΙΟΝ ΟΡΟΣ	[1200, 234, 1371, 249]
article-body	[425, 1514, 602, 1552]
paragraph: ΟΥΑΣΙΓΚΤΩΝ, 5. (Ασ. Πρ.).— Ό πρόεδρος Τζόνσον μελετά την σύγκλησιν νέας συνδιασκέψεως κορυφής, διά νά συζητηθούν τά προβλήματα της Νοτιοανατολικής Ασίας.	[624, 551, 803, 614]
column-second	[417, 40, 610, 2311]
paragraph: Τόν προσφιλή μας σύζυγον καί πατέρα κηδεύομεν σήμερον. Οί συγγενείς παρακαλούνται όπως προσέλθουν είς τόν ιερόν ναόν.	[810, 1201, 986, 1251]
paragraph: ΑΘΗΝΑΙ, 5.— Ανακοινούται ότι μέρισμα καί δώρον θά καταβληθούν είς τούς συνταξιούχους του Πολεμικού Ναυτικού.	[1209, 379, 1548, 404]
headline: ΕΙΣ ΤΟΝ κ. ΑΝΔΡ. ΠΑΠΑΝΔΡΕΟΥ ΕΠΙΡΡΙΠΤΕΙ ΤΗΝ ΕΥΘΥΝΗΝ ΤΗΣ ΓΕΝΟΜΕΝΗΣ ΜΕΤΑΒΟΛΗΣ Η ΕΦΗΜΕΡΙΣ «ΟΥΑΣΙΓΚΤΩΝ ΝΤΑΪΛΥ ΝΙΟΥΖ»	[662, 1013, 948, 1064]
paragraph: ΑΜΜΑΝ, 5.— Αγγλική αποστολή έφθασεν είς την Ιορδανίαν.	[996, 1061, 1181, 1085]
paragraph: ΜΟΣΧΑ, 5.— Σοβιετική αποστολή αναχωρεί διά την Πράγαν.	[996, 935, 1181, 960]
article-body	[1209, 380, 1548, 406]
article-body	[425, 864, 602, 968]
subheadline: ΑΕΡΟΜΑΧΙΑΙ	[1049, 346, 1125, 361]
headline: Ο ΖΑΚ ΠΟΝΤΑΡΕΙ ΤΕΡΑΣΤΙΑ ΠΟΣΑ ΕΙΣ ΤΗΝ ΡΟΥΛΕΤΤΑΝ	[1004, 806, 1166, 835]
article-body	[995, 763, 1175, 801]
paragraph: ΑΤΛΑΝΤΑ, 5.— Ή Κου Κουξ Κλαν διατηρεί παραφυάδας είς Καναδάν, Βραζιλίαν καί Βρεταννίαν.	[1383, 892, 1560, 929]
paragraph: ΑΘΗΝΑΙ, 5.— Ό υπουργός Εξωτερικών κ. Οικονόμου-Γκούρας εδέχθη σήμερον είς τό γραφείον του τούς πρέσβεις των ξένων χωρών.	[425, 1621, 602, 1670]
subheadline: ΔΙΑΒΕΒΑΙΩΣΕΙΣ ΤΟΥ κ. ΣΠΑΝΤΙΔΑΚΗ ΕΙΣ ΞΕΝΟΝ ΠΡΑΚΤΟΡΕΙΟΝ ΕΙΔΗΣΕΩΝ	[56, 160, 384, 192]
article-body	[1197, 490, 1560, 543]
paragraph: ΤΟΚΙΟ, 5.— Σφοδροί σεισμοί εσημειώθησαν είς την Ιαπωνίαν.	[996, 1124, 1181, 1148]
paragraph: ΟΥΑΣΙΓΚΤΩΝ, 5. (Ασ. Πρ.).— Ό πρόεδρος Τζόνσον μελετά την σύγκλησιν νέας συνδιασκέψεως κορυφής, διά νά συζητηθούν τά προβλήματα της Νοτιοανατολικής Ασίας.	[624, 638, 803, 700]
headline: ΗΥΞΗΘΗΣΑΝ ΕΙΣ ΛΟΝΔΙΝΟΝ ΑΙ ΤΙΜΑΙ ΟΜΟΛΟΓΙΩΝ ΠΡΟΠΟΛΕΜΙΚΩΝ ΕΛΛΗΝΙΚΩΝ ΔΑΝΕΙΩΝ	[453, 42, 574, 117]
article-body	[624, 221, 1175, 464]
headline: Η ΒΟΝΝΗ ΠΡΟΕΙΔΟΠΟΙΗΣΕ ΤΗΝ ΑΙΓΥΠΤΟΝ ΠΕΡΙ ΤΩΝ ΠΙΘΑΝΩΝ ΕΠΙΠΤΩΣΕΩΝ ΕΚ ΤΗΣ ΑΝΑΓΝΩΡΙΣΕΩΣ ΤΗΣ ΑΝ. ΓΕΡΜΑΝΙΑΣ	[1238, 438, 1519, 486]
